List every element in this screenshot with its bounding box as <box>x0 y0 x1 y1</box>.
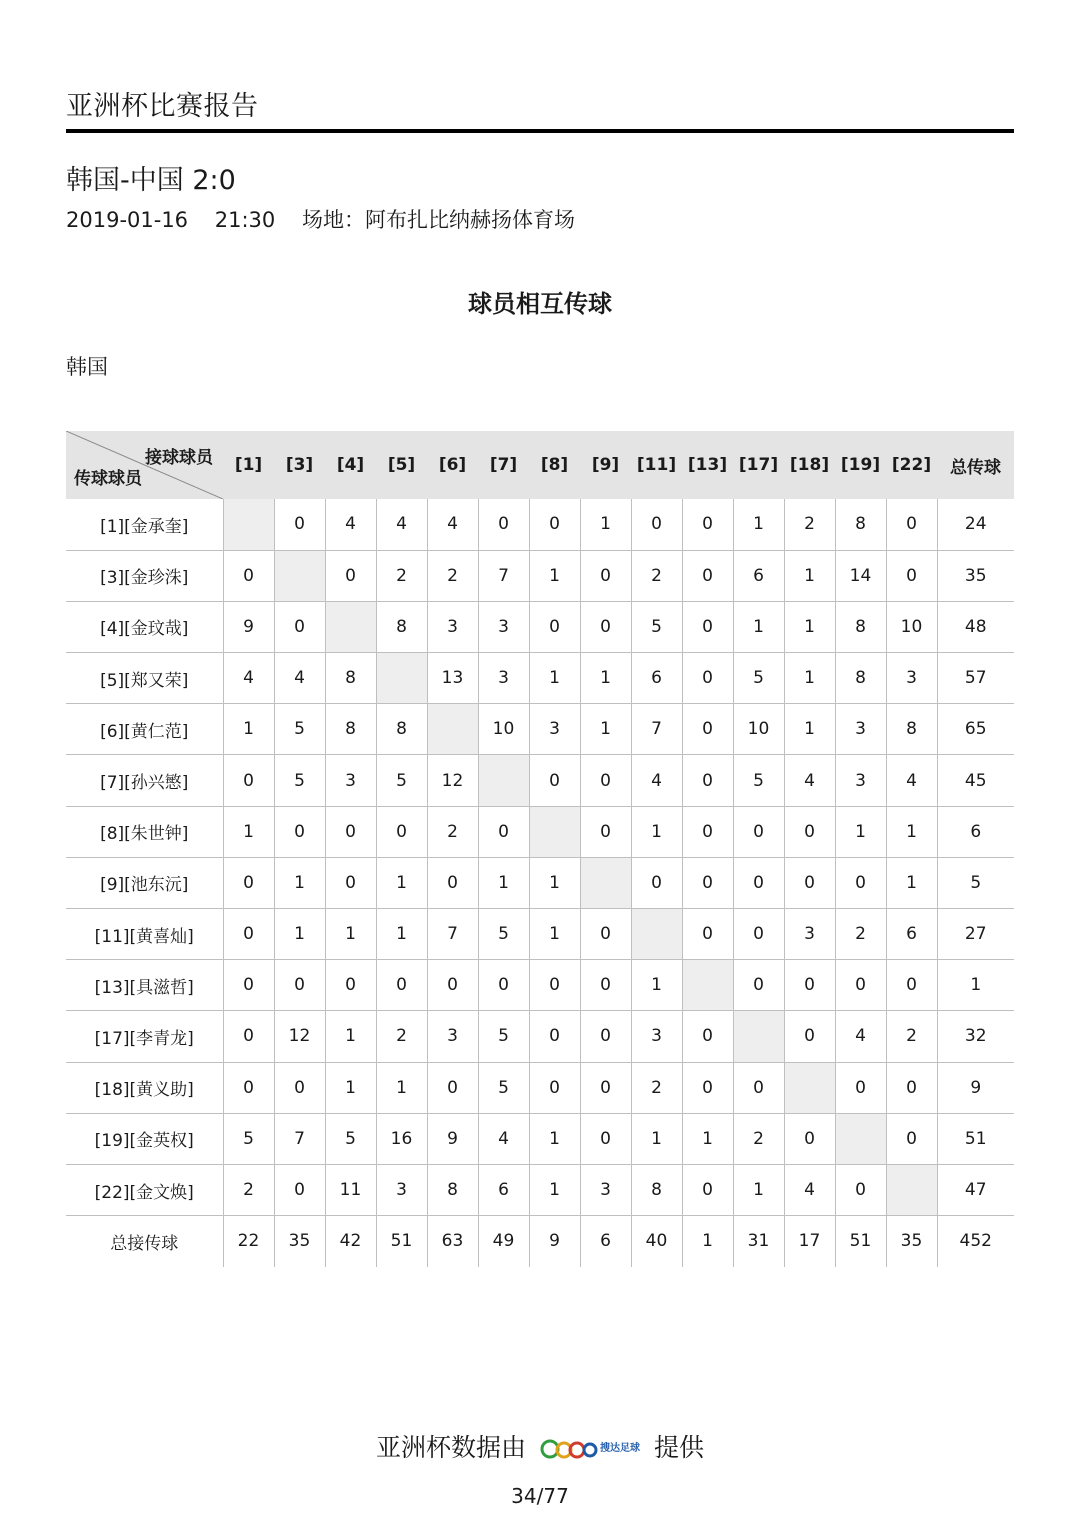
diagonal-empty-cell <box>580 857 631 908</box>
pass-count-cell: 1 <box>529 550 580 601</box>
passer-name: [8][朱世钟] <box>66 806 223 857</box>
pass-count-cell: 1 <box>376 857 427 908</box>
row-total-cell: 57 <box>937 653 1014 704</box>
pass-count-cell: 1 <box>784 704 835 755</box>
section-title: 球员相互传球 <box>468 290 612 318</box>
pass-count-cell: 0 <box>682 601 733 652</box>
pass-count-cell: 10 <box>478 704 529 755</box>
pass-count-cell: 0 <box>274 601 325 652</box>
pass-count-cell: 4 <box>835 1011 886 1062</box>
pass-count-cell: 0 <box>427 857 478 908</box>
pass-count-cell: 0 <box>325 806 376 857</box>
pass-count-cell: 11 <box>325 1164 376 1215</box>
pass-count-cell: 0 <box>580 601 631 652</box>
pass-count-cell: 0 <box>427 1062 478 1113</box>
diagonal-empty-cell <box>427 704 478 755</box>
pass-count-cell: 1 <box>682 1113 733 1164</box>
pass-count-cell: 2 <box>631 1062 682 1113</box>
received-total-cell: 63 <box>427 1216 478 1267</box>
pass-count-cell: 5 <box>274 704 325 755</box>
table-row <box>66 1113 1014 1164</box>
pass-count-cell: 8 <box>835 499 886 550</box>
pass-count-cell: 1 <box>733 601 784 652</box>
received-total-cell: 35 <box>886 1216 937 1267</box>
pass-count-cell: 4 <box>376 499 427 550</box>
row-total-cell: 32 <box>937 1011 1014 1062</box>
diagonal-empty-cell <box>784 1062 835 1113</box>
pass-count-cell: 0 <box>376 806 427 857</box>
table-row <box>66 909 1014 960</box>
pass-count-cell: 0 <box>580 960 631 1011</box>
received-total-cell: 51 <box>835 1216 886 1267</box>
pass-count-cell: 3 <box>325 755 376 806</box>
table-row <box>66 499 1014 550</box>
pass-count-cell: 0 <box>223 960 274 1011</box>
pass-count-cell: 0 <box>682 857 733 908</box>
table-row <box>66 806 1014 857</box>
pass-count-cell: 5 <box>478 1011 529 1062</box>
diagonal-empty-cell <box>733 1011 784 1062</box>
sodasoccer-logo <box>540 1432 640 1466</box>
pass-count-cell: 1 <box>274 857 325 908</box>
table-row <box>66 550 1014 601</box>
pass-count-cell: 0 <box>529 960 580 1011</box>
row-total-cell: 27 <box>937 909 1014 960</box>
pass-count-cell: 4 <box>223 653 274 704</box>
pass-count-cell: 4 <box>325 499 376 550</box>
pass-count-cell: 0 <box>580 1011 631 1062</box>
pass-count-cell: 5 <box>631 601 682 652</box>
passer-name: [4][金玟哉] <box>66 601 223 652</box>
pass-count-cell: 10 <box>886 601 937 652</box>
pass-count-cell: 0 <box>886 1062 937 1113</box>
pass-count-cell: 2 <box>427 550 478 601</box>
pass-count-cell: 8 <box>376 601 427 652</box>
row-total-cell: 24 <box>937 499 1014 550</box>
pass-count-cell: 0 <box>325 550 376 601</box>
pass-matrix-table <box>66 431 1014 1267</box>
pass-count-cell: 3 <box>784 909 835 960</box>
pass-count-cell: 4 <box>427 499 478 550</box>
pass-count-cell: 0 <box>274 1062 325 1113</box>
pass-count-cell: 0 <box>835 1164 886 1215</box>
diagonal-empty-cell <box>886 1164 937 1215</box>
pass-count-cell: 0 <box>529 1011 580 1062</box>
pass-count-cell: 2 <box>886 1011 937 1062</box>
passer-name: [11][黄喜灿] <box>66 909 223 960</box>
column-header: [6] <box>438 455 467 475</box>
pass-count-cell: 1 <box>631 806 682 857</box>
pass-count-cell: 0 <box>325 857 376 908</box>
pass-count-cell: 1 <box>478 857 529 908</box>
pass-count-cell: 0 <box>478 806 529 857</box>
credit-suffix: 提供 <box>653 1433 704 1462</box>
row-total-cell: 51 <box>937 1113 1014 1164</box>
received-total-cell: 9 <box>529 1216 580 1267</box>
pass-count-cell: 0 <box>580 550 631 601</box>
pass-count-cell: 0 <box>886 960 937 1011</box>
table-row <box>66 1011 1014 1062</box>
pass-count-cell: 12 <box>427 755 478 806</box>
diagonal-empty-cell <box>529 806 580 857</box>
pass-count-cell: 3 <box>478 601 529 652</box>
pass-count-cell: 0 <box>682 704 733 755</box>
pass-count-cell: 5 <box>478 1062 529 1113</box>
column-header: [1] <box>234 455 263 475</box>
pass-count-cell: 0 <box>631 499 682 550</box>
column-header: [4] <box>336 455 365 475</box>
grand-total-cell: 452 <box>937 1216 1014 1267</box>
column-header: [13] <box>687 455 728 475</box>
diagonal-empty-cell <box>325 601 376 652</box>
pass-count-cell: 0 <box>682 1011 733 1062</box>
pass-count-cell: 5 <box>223 1113 274 1164</box>
diagonal-empty-cell <box>274 550 325 601</box>
pass-count-cell: 0 <box>274 806 325 857</box>
passer-name: [9][池东沅] <box>66 857 223 908</box>
pass-count-cell: 1 <box>529 857 580 908</box>
pass-count-cell: 4 <box>631 755 682 806</box>
pass-count-cell: 0 <box>784 806 835 857</box>
row-total-cell: 48 <box>937 601 1014 652</box>
passer-name: [3][金珍洙] <box>66 550 223 601</box>
diagonal-empty-cell <box>376 653 427 704</box>
row-total-cell: 6 <box>937 806 1014 857</box>
pass-count-cell: 0 <box>682 499 733 550</box>
total-passes-header: 总传球 <box>950 457 1001 478</box>
pass-count-cell: 2 <box>835 909 886 960</box>
column-header: [5] <box>387 455 416 475</box>
corner-header <box>66 431 223 499</box>
pass-count-cell: 0 <box>682 806 733 857</box>
pass-count-cell: 0 <box>223 550 274 601</box>
pass-count-cell: 1 <box>580 704 631 755</box>
pass-count-cell: 9 <box>427 1113 478 1164</box>
pass-count-cell: 3 <box>631 1011 682 1062</box>
pass-count-cell: 3 <box>835 755 886 806</box>
row-total-cell: 47 <box>937 1164 1014 1215</box>
received-total-cell: 1 <box>682 1216 733 1267</box>
received-total-cell: 6 <box>580 1216 631 1267</box>
pass-count-cell: 16 <box>376 1113 427 1164</box>
pass-count-cell: 5 <box>733 653 784 704</box>
table-row <box>66 1164 1014 1215</box>
pass-count-cell: 3 <box>376 1164 427 1215</box>
received-total-cell: 40 <box>631 1216 682 1267</box>
credit-prefix: 亚洲杯数据由 <box>376 1433 527 1462</box>
pass-count-cell: 1 <box>376 909 427 960</box>
report-title: 亚洲杯比赛报告 <box>66 91 259 122</box>
column-header: [7] <box>489 455 518 475</box>
pass-count-cell: 0 <box>631 857 682 908</box>
pass-count-cell: 0 <box>733 960 784 1011</box>
receiver-axis-label: 接球球员 <box>145 448 213 468</box>
table-row <box>66 1062 1014 1113</box>
pass-count-cell: 0 <box>529 499 580 550</box>
pass-count-cell: 0 <box>427 960 478 1011</box>
passer-name: [17][李青龙] <box>66 1011 223 1062</box>
received-total-cell: 31 <box>733 1216 784 1267</box>
column-header: [9] <box>591 455 620 475</box>
pass-count-cell: 1 <box>223 704 274 755</box>
page-number: 34/77 <box>511 1484 569 1508</box>
pass-count-cell: 3 <box>886 653 937 704</box>
pass-count-cell: 0 <box>682 909 733 960</box>
pass-count-cell: 0 <box>478 960 529 1011</box>
pass-count-cell: 1 <box>325 1011 376 1062</box>
pass-count-cell: 1 <box>529 653 580 704</box>
pass-count-cell: 2 <box>733 1113 784 1164</box>
received-total-cell: 49 <box>478 1216 529 1267</box>
pass-count-cell: 0 <box>784 857 835 908</box>
pass-count-cell: 0 <box>835 857 886 908</box>
pass-count-cell: 1 <box>529 909 580 960</box>
passer-name: [19][金英权] <box>66 1113 223 1164</box>
pass-count-cell: 1 <box>886 806 937 857</box>
pass-count-cell: 5 <box>376 755 427 806</box>
row-total-cell: 5 <box>937 857 1014 908</box>
column-header: [11] <box>636 455 677 475</box>
pass-count-cell: 6 <box>631 653 682 704</box>
pass-count-cell: 7 <box>478 550 529 601</box>
passer-name: [13][具滋哲] <box>66 960 223 1011</box>
pass-count-cell: 13 <box>427 653 478 704</box>
pass-count-cell: 6 <box>733 550 784 601</box>
passer-name: [18][黄义助] <box>66 1062 223 1113</box>
column-header: [19] <box>840 455 881 475</box>
pass-count-cell: 1 <box>325 1062 376 1113</box>
passer-axis-label: 传球球员 <box>74 469 142 489</box>
pass-count-cell: 0 <box>784 1011 835 1062</box>
pass-count-cell: 4 <box>274 653 325 704</box>
pass-count-cell: 8 <box>325 653 376 704</box>
pass-count-cell: 3 <box>427 1011 478 1062</box>
pass-count-cell: 1 <box>580 653 631 704</box>
diagonal-empty-cell <box>223 499 274 550</box>
pass-count-cell: 1 <box>376 1062 427 1113</box>
received-total-cell: 51 <box>376 1216 427 1267</box>
passer-name: [5][郑又荣] <box>66 653 223 704</box>
match-info: 2019-01-16 21:30 场地：阿布扎比纳赫扬体育场 <box>66 208 575 232</box>
pass-count-cell: 8 <box>886 704 937 755</box>
pass-count-cell: 0 <box>223 1062 274 1113</box>
pass-count-cell: 5 <box>325 1113 376 1164</box>
pass-count-cell: 4 <box>784 755 835 806</box>
pass-count-cell: 5 <box>733 755 784 806</box>
pass-count-cell: 0 <box>580 1062 631 1113</box>
pass-count-cell: 0 <box>682 1062 733 1113</box>
pass-count-cell: 6 <box>478 1164 529 1215</box>
logo-brand-text: 搜达足球 <box>600 1443 640 1454</box>
pass-count-cell: 0 <box>529 601 580 652</box>
pass-count-cell: 0 <box>580 806 631 857</box>
table-row <box>66 857 1014 908</box>
team-label: 韩国 <box>66 355 108 379</box>
pass-count-cell: 1 <box>733 499 784 550</box>
pass-count-cell: 0 <box>682 653 733 704</box>
pass-count-cell: 4 <box>478 1113 529 1164</box>
received-total-cell: 42 <box>325 1216 376 1267</box>
row-total-cell: 1 <box>937 960 1014 1011</box>
received-total-cell: 17 <box>784 1216 835 1267</box>
table-row <box>66 653 1014 704</box>
pass-count-cell: 1 <box>631 960 682 1011</box>
pass-count-cell: 0 <box>580 755 631 806</box>
pass-count-cell: 0 <box>733 806 784 857</box>
pass-count-cell: 1 <box>274 909 325 960</box>
totals-row <box>66 1216 1014 1267</box>
pass-count-cell: 0 <box>886 1113 937 1164</box>
pass-count-cell: 0 <box>529 1062 580 1113</box>
pass-count-cell: 0 <box>682 550 733 601</box>
pass-count-cell: 0 <box>478 499 529 550</box>
pass-count-cell: 10 <box>733 704 784 755</box>
pass-count-cell: 1 <box>835 806 886 857</box>
pass-count-cell: 2 <box>427 806 478 857</box>
pass-count-cell: 14 <box>835 550 886 601</box>
pass-count-cell: 8 <box>325 704 376 755</box>
pass-count-cell: 0 <box>733 909 784 960</box>
pass-count-cell: 2 <box>376 550 427 601</box>
column-header: [22] <box>891 455 932 475</box>
pass-count-cell: 0 <box>325 960 376 1011</box>
table-row <box>66 960 1014 1011</box>
soda-logo-icon <box>540 1434 598 1464</box>
pass-count-cell: 8 <box>835 601 886 652</box>
pass-count-cell: 3 <box>427 601 478 652</box>
column-header: [3] <box>285 455 314 475</box>
pass-count-cell: 0 <box>886 499 937 550</box>
pass-count-cell: 7 <box>631 704 682 755</box>
pass-count-cell: 2 <box>784 499 835 550</box>
passer-name: [1][金承奎] <box>66 499 223 550</box>
pass-count-cell: 8 <box>427 1164 478 1215</box>
pass-count-cell: 0 <box>223 857 274 908</box>
title-divider <box>66 129 1014 133</box>
pass-count-cell: 8 <box>835 653 886 704</box>
pass-count-cell: 1 <box>325 909 376 960</box>
pass-count-cell: 1 <box>784 653 835 704</box>
pass-count-cell: 3 <box>478 653 529 704</box>
table-row <box>66 755 1014 806</box>
totals-row-label: 总接传球 <box>110 1233 179 1254</box>
pass-count-cell: 3 <box>835 704 886 755</box>
pass-count-cell: 0 <box>274 1164 325 1215</box>
pass-count-cell: 2 <box>223 1164 274 1215</box>
pass-count-cell: 0 <box>835 960 886 1011</box>
table-row <box>66 704 1014 755</box>
pass-count-cell: 1 <box>631 1113 682 1164</box>
pass-count-cell: 2 <box>376 1011 427 1062</box>
pass-count-cell: 0 <box>580 1113 631 1164</box>
pass-count-cell: 4 <box>886 755 937 806</box>
pass-count-cell: 0 <box>223 755 274 806</box>
pass-count-cell: 8 <box>631 1164 682 1215</box>
pass-count-cell: 0 <box>223 909 274 960</box>
pass-count-cell: 0 <box>580 909 631 960</box>
pass-count-cell: 1 <box>223 806 274 857</box>
pass-count-cell: 0 <box>835 1062 886 1113</box>
table-row <box>66 601 1014 652</box>
diagonal-empty-cell <box>835 1113 886 1164</box>
pass-count-cell: 3 <box>580 1164 631 1215</box>
pass-count-cell: 4 <box>784 1164 835 1215</box>
column-header: [18] <box>789 455 830 475</box>
pass-count-cell: 3 <box>529 704 580 755</box>
pass-count-cell: 0 <box>784 960 835 1011</box>
passer-name: [22][金文焕] <box>66 1164 223 1215</box>
pass-count-cell: 0 <box>733 857 784 908</box>
diagonal-empty-cell <box>682 960 733 1011</box>
match-title: 韩国-中国 2:0 <box>66 165 236 196</box>
row-total-cell: 35 <box>937 550 1014 601</box>
pass-count-cell: 8 <box>376 704 427 755</box>
footer-credit <box>0 1428 1080 1466</box>
diagonal-empty-cell <box>478 755 529 806</box>
pass-count-cell: 0 <box>529 755 580 806</box>
pass-count-cell: 0 <box>784 1113 835 1164</box>
pass-count-cell: 2 <box>631 550 682 601</box>
pass-count-cell: 0 <box>682 1164 733 1215</box>
row-total-cell: 45 <box>937 755 1014 806</box>
pass-count-cell: 1 <box>529 1164 580 1215</box>
column-header: [8] <box>540 455 569 475</box>
pass-count-cell: 0 <box>274 499 325 550</box>
received-total-cell: 35 <box>274 1216 325 1267</box>
pass-count-cell: 1 <box>784 601 835 652</box>
received-total-cell: 22 <box>223 1216 274 1267</box>
pass-count-cell: 0 <box>886 550 937 601</box>
passer-name: [6][黄仁范] <box>66 704 223 755</box>
pass-count-cell: 7 <box>274 1113 325 1164</box>
pass-count-cell: 0 <box>376 960 427 1011</box>
pass-count-cell: 1 <box>580 499 631 550</box>
row-total-cell: 9 <box>937 1062 1014 1113</box>
pass-count-cell: 1 <box>784 550 835 601</box>
row-total-cell: 65 <box>937 704 1014 755</box>
pass-count-cell: 1 <box>529 1113 580 1164</box>
pass-count-cell: 12 <box>274 1011 325 1062</box>
pass-count-cell: 0 <box>733 1062 784 1113</box>
pass-count-cell: 1 <box>733 1164 784 1215</box>
pass-count-cell: 0 <box>682 755 733 806</box>
pass-count-cell: 5 <box>478 909 529 960</box>
diagonal-empty-cell <box>631 909 682 960</box>
table-header-row <box>66 431 1014 499</box>
pass-count-cell: 7 <box>427 909 478 960</box>
passer-name: [7][孙兴慜] <box>66 755 223 806</box>
pass-count-cell: 0 <box>223 1011 274 1062</box>
column-header: [17] <box>738 455 779 475</box>
pass-count-cell: 5 <box>274 755 325 806</box>
pass-count-cell: 9 <box>223 601 274 652</box>
pass-count-cell: 6 <box>886 909 937 960</box>
pass-count-cell: 1 <box>886 857 937 908</box>
pass-count-cell: 0 <box>274 960 325 1011</box>
